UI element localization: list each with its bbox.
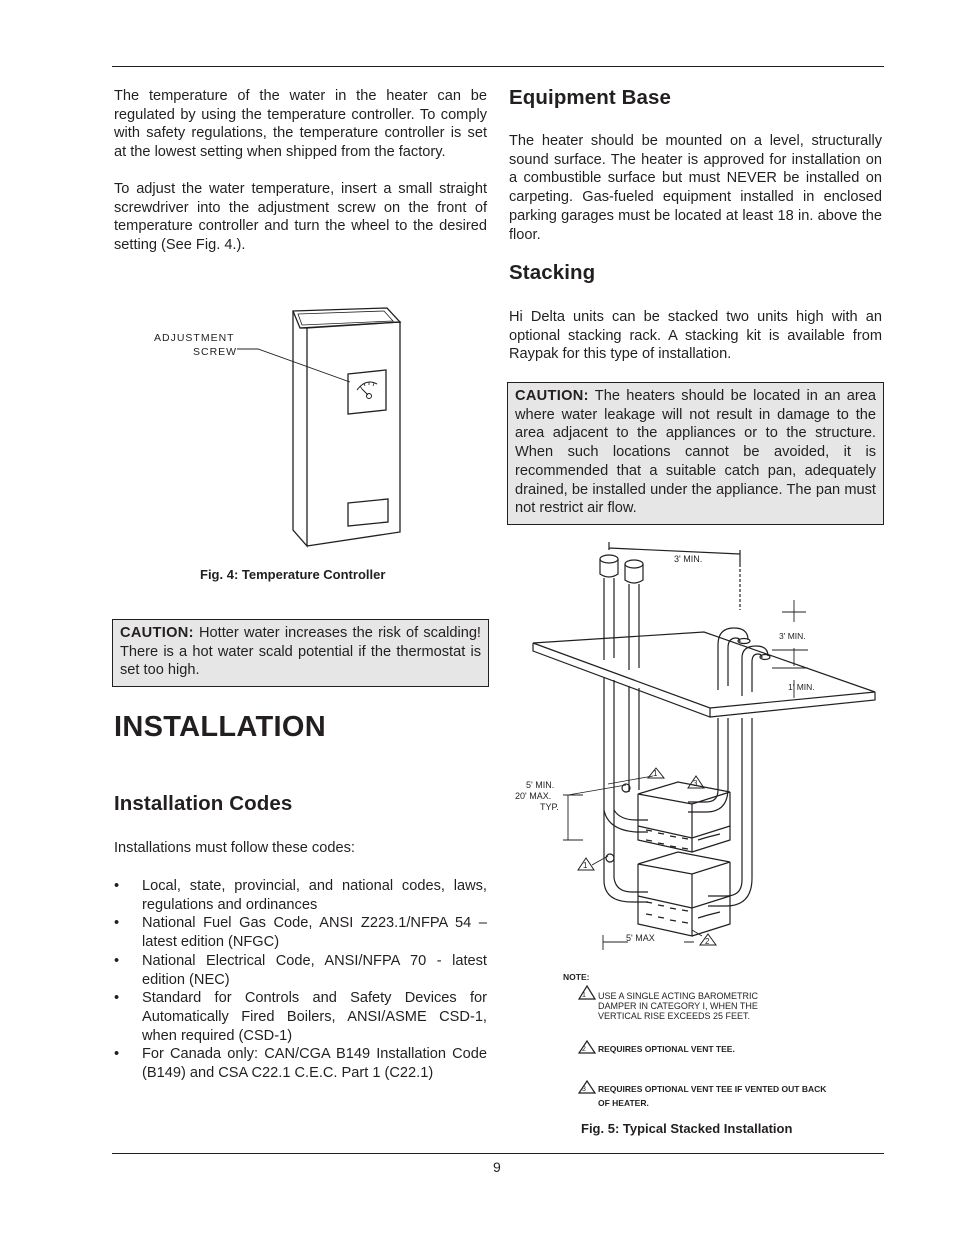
- svg-text:5' MIN.: 5' MIN.: [526, 780, 555, 790]
- list-item: • For Canada only: CAN/CGA B149 Installation Code (B149) and CSA C22.1 C.E.C. Part 1 (C22.1): [114, 1046, 487, 1082]
- stacking-heading: Stacking: [509, 261, 596, 284]
- codes-intro: Installations must follow these codes:: [114, 840, 355, 856]
- equipment-base-paragraph: The heater should be mounted on a level, structurally sound surface. The heater is approved for installation on a combustible surface but must NEVER be installed on carpeting. Gas-fueled equipment installed in enclosed parking garages must be located at least 18 in. above the floor.: [509, 133, 882, 243]
- equipment-base-heading: Equipment Base: [509, 86, 672, 109]
- installation-codes-heading: Installation Codes: [114, 792, 293, 815]
- svg-text:5' MAX: 5' MAX: [626, 933, 655, 943]
- installation-title: INSTALLATION: [114, 711, 326, 743]
- temperature-controller-figure: [150, 300, 420, 555]
- caution-text: The heaters should be located in an area where water leakage will not result in damage to the area adjacent to the appliances or to the structure. When such locations cannot be avoided, it is recommended that a suitable catch pan, adequately drained, be installed under the appliance. The pan must not restrict air flow.: [515, 388, 876, 517]
- svg-text:1: 1: [583, 861, 588, 870]
- bottom-rule: [112, 1153, 884, 1154]
- svg-text:3: 3: [693, 779, 698, 788]
- svg-text:1: 1: [653, 769, 658, 778]
- temperature-paragraph: The temperature of the water in the heater can be regulated by using the temperature controller. To comply with safety regulations, the temperature controller is set at the lowest setting when shipped from the factory.: [114, 88, 487, 161]
- scald-caution-box: [112, 619, 489, 687]
- left-column: [114, 87, 487, 255]
- adjust-paragraph: To adjust the water temperature, insert a small straight screwdriver into the adjustment screw on the front of temperature controller and turn the wheel to the desired setting (See Fig. 4.).: [114, 180, 487, 253]
- svg-text:TYP.: TYP.: [540, 802, 559, 812]
- list-item: • National Fuel Gas Code, ANSI Z223.1/NFPA 54 – latest edition (NFGC): [114, 915, 487, 951]
- adjustment-label: ADJUSTMENT: [154, 332, 235, 344]
- svg-text:20' MAX.: 20' MAX.: [515, 791, 552, 801]
- list-item: • National Electrical Code, ANSI/NFPA 70 - latest edition (NEC): [114, 952, 487, 988]
- list-item: • Local, state, provincial, and national codes, laws, regulations and ordinances: [114, 878, 487, 913]
- leakage-caution-box: [507, 382, 884, 525]
- svg-text:3: 3: [582, 1086, 586, 1093]
- screw-label: SCREW: [193, 346, 238, 358]
- svg-text:OF HEATER.: OF HEATER.: [598, 1098, 649, 1108]
- list-item: • Standard for Controls and Safety Devices for Automatically Fired Boilers, ANSI/ASME CSD-1, when required (CSD-1): [114, 990, 487, 1044]
- fig4-caption: Fig. 4: Temperature Controller: [200, 567, 386, 582]
- caution-label: CAUTION:: [120, 625, 194, 641]
- svg-text:NOTE:: NOTE:: [563, 972, 590, 982]
- svg-text:3' MIN.: 3' MIN.: [779, 631, 806, 641]
- svg-text:USE A SINGLE ACTING BAROMETRIC: USE A SINGLE ACTING BAROMETRIC: [598, 991, 759, 1001]
- stacked-installation-figure: [508, 540, 888, 1120]
- svg-text:2: 2: [582, 1046, 586, 1053]
- svg-text:REQUIRES OPTIONAL VENT TEE.: REQUIRES OPTIONAL VENT TEE.: [598, 1044, 735, 1054]
- svg-text:1: 1: [582, 992, 586, 999]
- fig5-caption: Fig. 5: Typical Stacked Installation: [581, 1121, 793, 1136]
- codes-list: [114, 877, 487, 1083]
- stacking-paragraph: Hi Delta units can be stacked two units high with an optional stacking rack. A stacking kit is available from Raypak for this type of installation.: [509, 309, 882, 363]
- top-rule: [112, 66, 884, 67]
- svg-text:REQUIRES OPTIONAL VENT TEE IF: REQUIRES OPTIONAL VENT TEE IF VENTED OUT BACK: [598, 1084, 827, 1094]
- svg-text:3' MIN.: 3' MIN.: [674, 554, 703, 564]
- svg-text:1' MIN.: 1' MIN.: [788, 682, 815, 692]
- page-number: 9: [493, 1159, 501, 1175]
- caution-text: Hotter water increases the risk of scalding! There is a hot water scald potential if the thermostat is set too high.: [120, 625, 481, 679]
- svg-text:2: 2: [705, 937, 710, 946]
- svg-text:DAMPER IN CATEGORY I, WHEN THE: DAMPER IN CATEGORY I, WHEN THE: [598, 1001, 758, 1011]
- caution-label: CAUTION:: [515, 388, 589, 404]
- svg-text:VERTICAL RISE EXCEEDS 25 FEET.: VERTICAL RISE EXCEEDS 25 FEET.: [598, 1011, 751, 1021]
